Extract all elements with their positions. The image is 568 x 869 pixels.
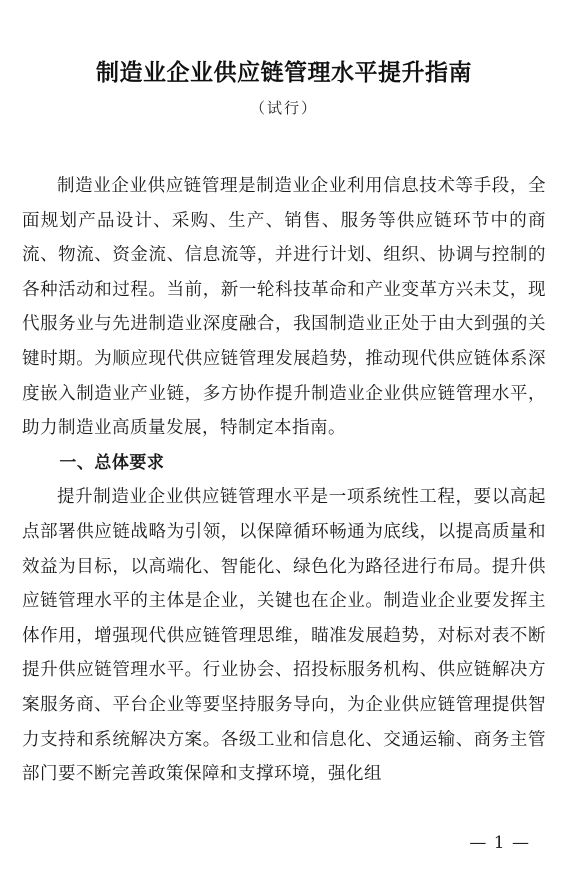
- document-subtitle: （试行）: [249, 99, 318, 117]
- page-number: — 1 —: [469, 833, 530, 853]
- section-heading: 一、总体要求: [59, 452, 165, 473]
- document-body: [22, 169, 546, 792]
- body-paragraph: 提升制造业企业供应链管理水平是一项系统性工程，要以高起点部署供应链战略为引领，以保障循环畅通为底线，以提高质量和效益为目标，以高端化、智能化、绿色化为路径进行布局。提升供应链管理水平的主体是企业，关键也在企业。制造业企业要发挥主体作用，增强现代供应链管理思维，瞄准发展趋势，对标对表不断提升供应链管理水平。行业协会、招投标服务机构、供应链解决方案服务商、平台企业等要坚持服务导向，为企业供应链管理提供智力支持和系统解决方案。各级工业和信息化、交通运输、商务主管部门要不断完善政策保障和支撑环境，强化组: [22, 487, 546, 785]
- body-paragraph: 制造业企业供应链管理是制造业企业利用信息技术等手段，全面规划产品设计、采购、生产、销售、服务等供应链环节中的商流、物流、资金流、信息流等，并进行计划、组织、协调与控制的各种活动和过程。当前，新一轮科技革命和产业变革方兴未艾，现代服务业与先进制造业深度融合，我国制造业正处于由大到强的关键时期。为顺应现代供应链管理发展趋势，推动现代供应链体系深度嵌入制造业产业链，多方协作提升制造业企业供应链管理水平，助力制造业高质量发展，特制定本指南。: [22, 176, 546, 439]
- document-title: 制造业企业供应链管理水平提升指南: [96, 60, 472, 86]
